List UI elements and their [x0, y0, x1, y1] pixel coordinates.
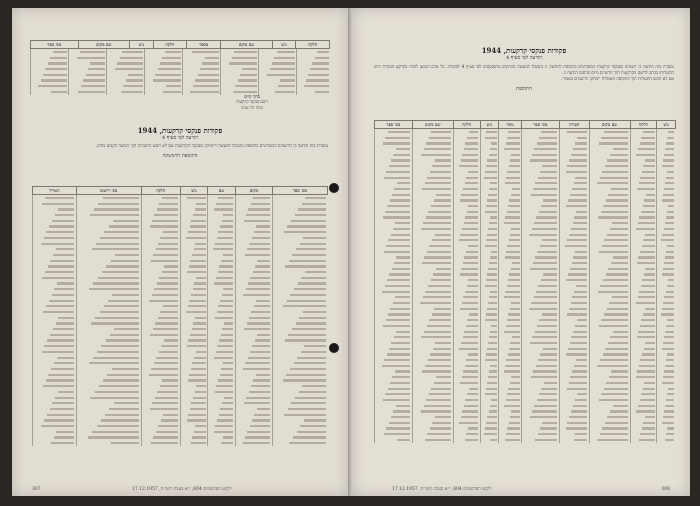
sign-place: מחוז תל אביב: [240, 104, 264, 110]
column-header: גוש: [480, 121, 499, 129]
sign-name: ברוך קיים: [244, 94, 260, 99]
column-header: גוש: [657, 121, 676, 129]
table-cell: [272, 440, 327, 446]
table-row: [375, 437, 676, 443]
signature-block: [182, 94, 322, 110]
right-page: [352, 8, 690, 496]
column-header: תאריך: [33, 187, 77, 195]
column-header: חלקה: [153, 41, 187, 49]
table-cell: [589, 437, 630, 443]
table-cell: [208, 440, 236, 446]
table-cell: [69, 89, 107, 95]
table-cell: [145, 89, 183, 95]
table-cell: [412, 437, 453, 443]
left-subtitle: הודעה לפי סעיף 4: [161, 135, 199, 141]
column-header: מס׳ ספר: [375, 121, 413, 129]
column-header: מס׳ רישום: [76, 187, 141, 195]
table-cell: [453, 437, 480, 443]
column-header: גוש: [130, 41, 153, 49]
left-main-table: [32, 186, 328, 446]
column-header: שם מקום: [78, 41, 129, 49]
column-header: מספר: [187, 41, 221, 49]
column-header: גוש: [180, 187, 207, 195]
column-header: חלקה: [296, 41, 330, 49]
table-cell: [630, 437, 657, 443]
left-intro: נמסרת בזה הודעה כי הרשמים המפורטים בתוספת נתבטלו למעשה ויימחקו מפנקסי הקרקעות אם לא תוגש התנגדות תוך המועד הקבוע בחוק.: [95, 144, 328, 149]
right-intro2: אם לא תוגש התנגדות תוך התקופה האמורה יימחקו הרשמים כאמור.: [561, 76, 674, 82]
column-header: שם מקום: [221, 41, 272, 49]
table-cell: [180, 440, 207, 446]
binding-hole: [329, 183, 339, 193]
table-cell: [657, 437, 676, 443]
column-header: מקום: [235, 187, 272, 195]
table-cell: [33, 440, 77, 446]
table-cell: [522, 437, 560, 443]
table-cell: [141, 440, 180, 446]
sign-role: רשם פנקסי קרקעות: [235, 99, 269, 105]
right-page-number: 308: [661, 487, 670, 492]
table-cell: [76, 440, 141, 446]
table-row: [33, 440, 328, 446]
right-footer: ילקוט הפרסומים 604, י״א בטבת תשי״ח, 17.12.1957: [392, 487, 492, 492]
left-top-table: [30, 40, 330, 95]
table-cell: [499, 437, 522, 443]
left-page: [12, 8, 348, 496]
column-header: חלקה: [453, 121, 480, 129]
right-subtitle: הודעה לפי סעיף 4: [505, 55, 543, 61]
column-header: מס׳ ספר: [272, 187, 327, 195]
column-header: הערות: [559, 121, 589, 129]
right-main-table: [374, 120, 676, 443]
column-header: חלקה: [141, 187, 180, 195]
table-cell: [107, 89, 145, 95]
left-footer: ילקוט הפרסומים 604, י״א בטבת תשי״ח, 17.12.1957: [132, 487, 232, 492]
binding-hole: [329, 343, 339, 353]
column-header: שם: [208, 187, 236, 195]
right-intro: נמסרת בזה הודעה כי רשמים בפנקסי קרקעות המפורטים בתוספת להודעה זו נתבטלו למעשה ומוחקים מהפנקסים לפי סעיף 4 לפקודה. כל אדם הטוען לזכות בקרקע הנזכרת יגיש התנגדותו בכתב לרשם הקרקעות תוך חדשיים מיום פרסום הודעה זו.: [374, 65, 674, 76]
left-title: פקודות פנקסי קרקעות, 1944: [137, 126, 223, 135]
column-header: שם מקום: [412, 121, 453, 129]
table-cell: [235, 440, 272, 446]
table-cell: [375, 437, 413, 443]
column-header: נוסח: [499, 121, 522, 129]
table-cell: [31, 89, 69, 95]
column-header: מס׳ ספר: [31, 41, 79, 49]
column-header: חלקה: [630, 121, 657, 129]
column-header: שם מקום: [589, 121, 630, 129]
left-tosefet: התוספת הראשונה: [162, 152, 198, 159]
table-cell: [559, 437, 589, 443]
table-cell: [480, 437, 499, 443]
column-header: מס׳ ספר: [522, 121, 560, 129]
right-title: פקודות פנקסי קרקעות, 1944: [481, 46, 567, 55]
column-header: גוש: [272, 41, 295, 49]
left-page-number: 307: [32, 487, 41, 492]
right-tosefet: התוספת: [516, 86, 532, 93]
